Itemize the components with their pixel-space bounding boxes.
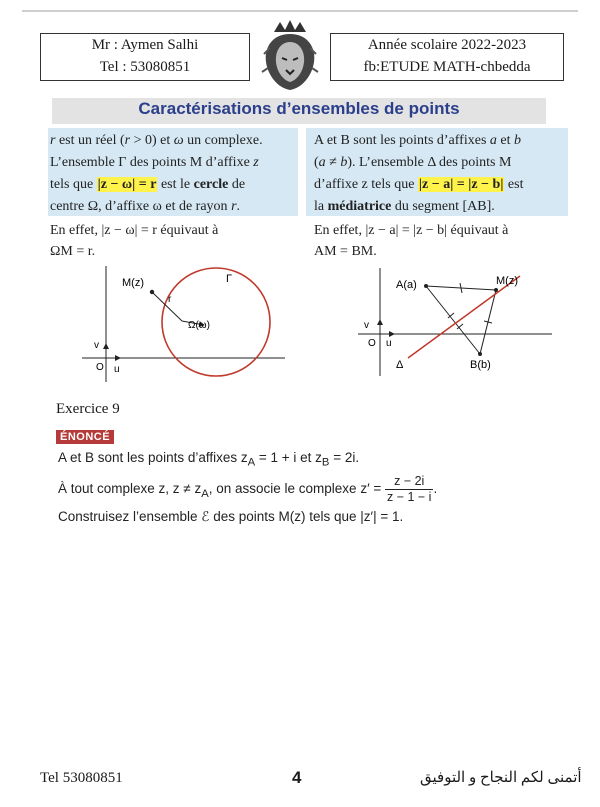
circle-figure — [80, 264, 290, 386]
label-v: v — [364, 320, 369, 331]
segment-ab — [426, 286, 480, 354]
exercise-line-2: À tout complexe z, $z \ne z_A$, on associe le complexe z′ = $\frac{z - 2i}{z - 1 - i}$ . — [58, 474, 438, 504]
bisector-equation-highlight: |z − a| = |z − b| — [418, 177, 504, 192]
fraction: $\frac{z - 2i}{z - 1 - i}$ — [386, 474, 432, 504]
bisector-figure — [356, 266, 556, 378]
point-b — [478, 352, 482, 356]
exercise-line-1: A et B sont les points d’affixes $z_A = 1 + i$ et $z_B = 2i$. — [58, 450, 360, 469]
label-o: O — [96, 362, 104, 373]
label-omega: Ω(ω) — [188, 320, 210, 331]
circle-equation-highlight: |z − ω| = r — [97, 177, 157, 192]
label-v: v — [94, 340, 99, 351]
radius-segment — [152, 292, 182, 321]
circle-gamma — [162, 268, 270, 376]
label-a: A(a) — [396, 279, 417, 291]
footer-wish: أتمنى لكم النجاح و التوفيق — [420, 770, 582, 786]
label-mz: M(z) — [496, 275, 518, 287]
label-o: O — [368, 338, 376, 349]
point-m — [494, 288, 498, 292]
label-delta: Δ — [396, 359, 404, 371]
facebook-page: fb:ETUDE MATH-chbedda — [363, 59, 531, 75]
exercise-line-3: Construisez l’ensemble ℰ des points M(z) tels que |z′| = 1. — [58, 509, 404, 524]
circle-definition-text: r est un réel (r > 0) et ω un complexe. L’ensemble Γ des points M d’affixe z tels que |z − ω| = r est le cercle de centre Ω, d’affixe ω et de rayon r. — [50, 133, 263, 214]
exercise-label: Exercice 9 — [56, 401, 120, 417]
point-a — [424, 284, 428, 288]
page-number: 4 — [292, 768, 302, 787]
school-year: Année scolaire 2022-2023 — [367, 37, 527, 53]
page-title: Caractérisations d’ensembles de points — [138, 99, 460, 118]
label-r: r — [168, 294, 172, 305]
label-u: u — [114, 364, 120, 375]
bisector-equivalence: En effet, |z − a| = |z − b| équivaut à AM = BM. — [314, 223, 509, 259]
top-divider — [22, 10, 578, 12]
label-mz: M(z) — [122, 277, 144, 289]
point-m — [150, 290, 154, 294]
enonce-badge: ÉNONCÉ — [56, 430, 114, 444]
teacher-tel: Tel : 53080851 — [99, 59, 191, 75]
label-b: B(b) — [470, 359, 491, 371]
bisector-definition-text: A et B sont les points d’affixes a et b (a ≠ b). L’ensemble Δ des points M d’affixe z tels que |z − a| = |z − b| est la médiatrice du segment [AB]. — [314, 133, 524, 214]
label-u: u — [386, 338, 392, 349]
circle-equivalence: En effet, |z − ω| = r équivaut à ΩM = r. — [50, 223, 219, 259]
teacher-name: Mr : Aymen Salhi — [91, 37, 199, 53]
footer-tel: Tel 53080851 — [40, 770, 123, 786]
label-gamma: Γ — [226, 273, 233, 285]
school-info-box — [330, 33, 564, 81]
lion-logo — [260, 18, 320, 92]
teacher-info-box — [40, 33, 250, 81]
